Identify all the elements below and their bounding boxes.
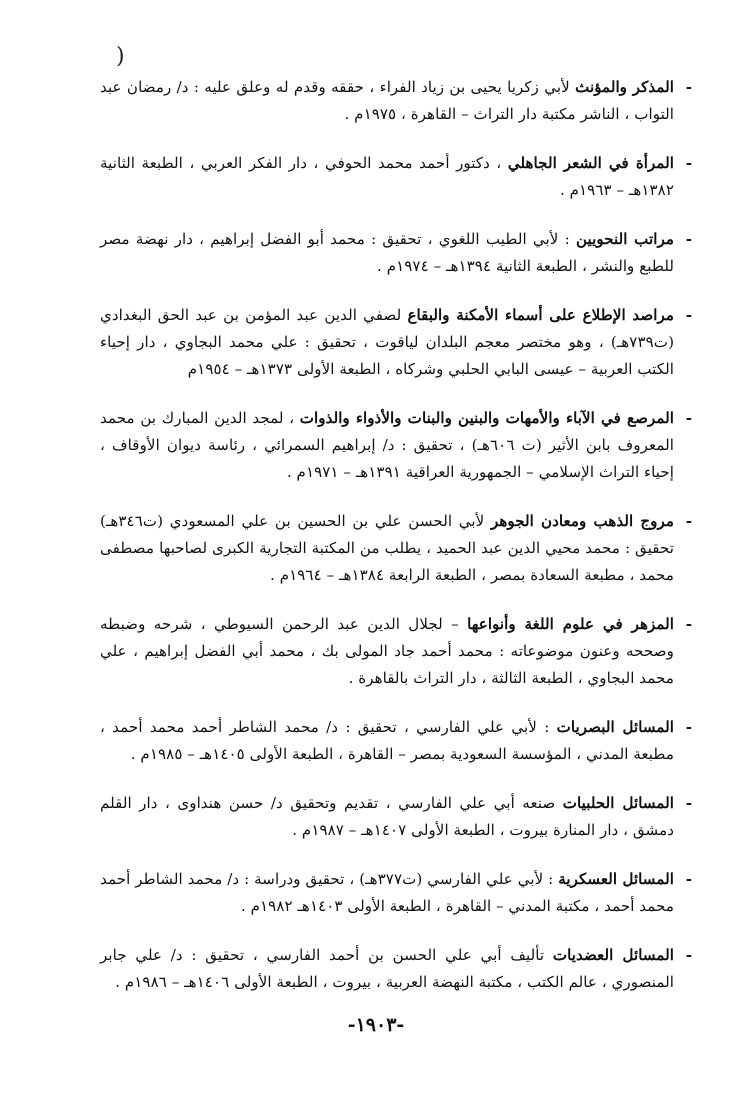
entry-dash: - <box>685 870 692 888</box>
entry-title: المسائل الحلبيات <box>562 794 675 812</box>
entry-title: المرصع في الآباء والأمهات والبنين والبنات والأذواء والذوات <box>299 409 674 427</box>
entry-text: : لأبي علي الفارسي ، تحقيق : د/ محمد الشاطر أحمد محمد أحمد ، مطبعة المدني ، المؤسسة السعودية بمصر – القاهرة ، الطبعة الأولى ١٤٠٥هـ – ١٩٨٥م . <box>100 718 674 763</box>
page-mark: ) <box>116 44 125 69</box>
bibliography-entry <box>100 302 692 383</box>
entry-dash: - <box>685 615 692 633</box>
bibliography-entry <box>100 866 692 920</box>
bibliography-entry <box>100 405 692 486</box>
bibliography-entry <box>100 74 692 128</box>
page-number: -١٩٠٣- <box>347 1014 405 1036</box>
entry-title: المذكر والمؤنث <box>575 78 674 96</box>
entry-text: – لجلال الدين عبد الرحمن السيوطي ، شرحه وضبطه وصححه وعنون موضوعاته : محمد أحمد جاد المولى بك ، محمد أبي الفضل إبراهيم ، علي محمد البجاوي ، الطبعة الثالثة ، دار التراث بالقاهرة . <box>100 615 674 687</box>
entry-dash: - <box>685 718 692 736</box>
entry-title: المسائل العسكرية <box>558 870 674 888</box>
bibliography-entry <box>100 942 692 996</box>
bibliography-entry <box>100 226 692 280</box>
entry-text: تأليف أبي علي الحسن بن أحمد الفارسي ، تحقيق : د/ علي جابر المنصوري ، عالم الكتب ، مكتبة النهضة العربية ، بيروت ، الطبعة الأولى ١٤٠٦هـ – ١٩٨٦م . <box>100 946 674 991</box>
entry-title: المسائل العضديات <box>552 946 674 964</box>
entry-text: ، لمجد الدين المبارك بن محمد المعروف بابن الأثير (ت ٦٠٦هـ) ، تحقيق : د/ إبراهيم السمرائي ، رئاسة ديوان الأوقاف ، إحياء التراث الإسلامي – الجمهورية العراقية ١٣٩١هـ – ١٩٧١م . <box>100 409 674 481</box>
entry-dash: - <box>685 946 692 964</box>
entry-title: المزهر في علوم اللغة وأنواعها <box>467 615 675 633</box>
bibliography-list <box>100 74 692 1018</box>
bibliography-entry <box>100 790 692 844</box>
entry-text: صنعه أبي علي الفارسي ، تقديم وتحقيق د/ حسن هنداوى ، دار القلم دمشق ، دار المنارة بيروت ، الطبعة الأولى ١٤٠٧هـ – ١٩٨٧م . <box>100 794 674 839</box>
entry-text: لأبي زكريا يحيى بن زياد الفراء ، حققه وقدم له وعلق عليه : د/ رمضان عبد التواب ، الناشر مكتبة دار التراث – القاهرة ، ١٩٧٥م . <box>100 78 674 123</box>
entry-title: مروج الذهب ومعادن الجوهر <box>490 512 674 530</box>
entry-title: المرأة في الشعر الجاهلي <box>507 154 675 172</box>
bibliography-entry <box>100 611 692 692</box>
entry-title: مراصد الإطلاع على أسماء الأمكنة والبقاع <box>407 306 674 324</box>
entry-dash: - <box>685 409 692 427</box>
entry-text: لصفي الدين عبد المؤمن بن عبد الحق البغدادي (ت٧٣٩هـ) ، وهو مختصر معجم البلدان لياقوت ، تحقيق : علي محمد البجاوي ، دار إحياء الكتب العربية – عيسى البابي الحلبي وشركاه ، الطبعة الأولى ١٣٧٣هـ – ١٩٥٤م <box>100 306 674 378</box>
bibliography-entry <box>100 150 692 204</box>
entry-text: ، دكتور أحمد محمد الحوفي ، دار الفكر العربي ، الطبعة الثانية ١٣٨٢هـ – ١٩٦٣م . <box>100 154 674 199</box>
entry-title: المسائل البصريات <box>556 718 674 736</box>
bibliography-entry <box>100 508 692 589</box>
bibliography-entry <box>100 714 692 768</box>
entry-dash: - <box>685 78 692 96</box>
entry-dash: - <box>685 794 692 812</box>
entry-text: لأبي الحسن علي بن الحسين بن علي المسعودي (ت٣٤٦هـ) تحقيق : محمد محيي الدين عبد الحميد ، يطلب من المكتبة التجارية الكبرى لصاحبها مصطفى محمد ، مطبعة السعادة بمصر ، الطبعة الرابعة ١٣٨٤هـ – ١٩٦٤م . <box>100 512 674 584</box>
entry-dash: - <box>685 230 692 248</box>
entry-text: : لأبي الطيب اللغوي ، تحقيق : محمد أبو الفضل إبراهيم ، دار نهضة مصر للطبع والنشر ، الطبعة الثانية ١٣٩٤هـ – ١٩٧٤م . <box>100 230 674 275</box>
entry-title: مراتب النحويين <box>575 230 674 248</box>
entry-dash: - <box>685 306 692 324</box>
entry-dash: - <box>685 512 692 530</box>
entry-text: : لأبي علي الفارسي (ت٣٧٧هـ) ، تحقيق ودراسة : د/ محمد الشاطر أحمد محمد أحمد ، مكتبة المدني – القاهرة ، الطبعة الأولى ١٤٠٣هـ ١٩٨٢م . <box>100 870 674 915</box>
entry-dash: - <box>685 154 692 172</box>
